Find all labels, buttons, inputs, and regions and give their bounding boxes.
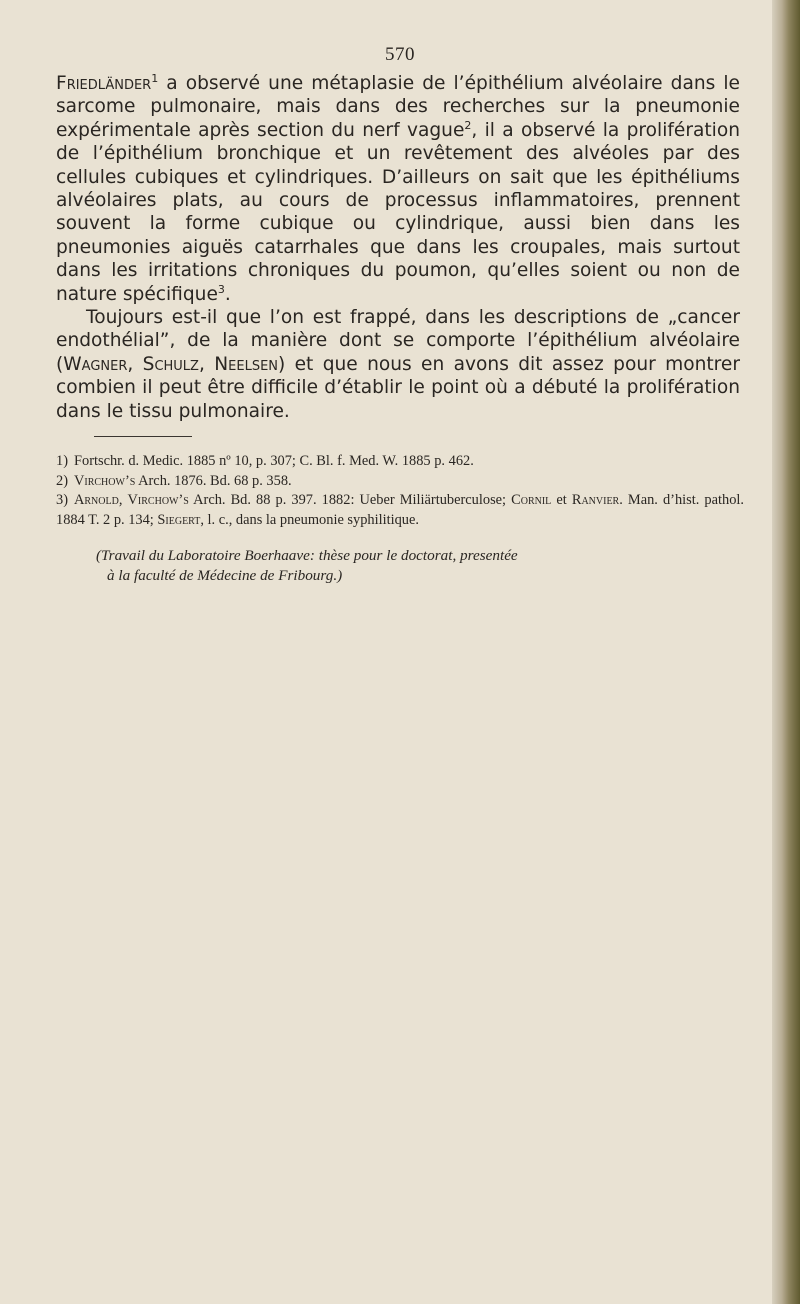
footnote-2 [56,472,744,492]
footnote-ref-3: 3 [217,282,225,296]
author-name: Friedländer [56,73,152,94]
footnote-text: Fortschr. d. Medic. 1885 nº 10, p. 307; C. Bl. f. Med. W. 1885 p. 462. [74,453,474,469]
footnote-number: 3) [56,492,68,509]
footnotes [56,452,744,530]
main-text [56,72,740,423]
footnote-author: Ranvier [571,492,620,509]
colophon-line-2: à la faculté de Médecine de Fribourg.) [107,566,343,584]
footnote-ref-1: 1 [151,71,159,85]
author-wagner: Wagner [63,353,128,375]
author-neelsen: Neelsen [214,353,279,375]
footnote-ref-2: 2 [464,118,472,132]
footnote-text: Arch. Bd. 88 p. 397. 1882: Ueber Miliärtuberculose; [188,492,512,509]
separator: , [127,353,143,375]
footnote-number: 1) [56,453,68,469]
footnote-text: , l. c., dans la pneumonie syphilitique. [200,511,419,528]
separator: , [198,353,215,375]
footnote-1 [56,452,744,472]
author-schulz: Schulz [142,353,199,375]
footnote-text: et [551,492,572,509]
paragraph-2 [56,306,740,423]
page-number: 570 [385,44,415,65]
footnote-text: . Man. d’hist. pathol. 1884 T. 2 p. 134; [56,492,744,528]
footnote-author: Cornil [511,492,552,509]
paragraph-2-text-a: Toujours est-il que l’on est frappé, dans les descriptions de „cancer endothélial”, de la manière dont se comporte l’épithélium alvéolaire ( [56,307,740,375]
footnote-3 [56,491,744,530]
footnote-divider [94,436,192,437]
footnote-author: Virchow’s [127,492,189,509]
paragraph-1 [56,72,740,306]
paragraph-2-text-b: ) et que nous en avons dit assez pour montrer combien il peut être difficile d’établir le point où a débuté la prolifération dans le tissu pulmonaire. [56,353,740,422]
footnote-author: Siegert [157,511,201,528]
footnote-text: Arch. 1876. Bd. 68 p. 358. [135,472,292,489]
paragraph-1-text-b: , il a observé la prolifération de l’épithélium bronchique et un revêtement des alvéoles par des cellules cubiques et cylindriques. D’ailleurs on sait que les épithéliums alvéolaires plats, au cours de processus inflammatoires, prennent souvent la forme cubique ou cylindrique, aussi bien dans les pneumonies aiguës catarrhales que dans les croupales, mais surtout dans les irritations chroniques du poumon, qu’elles soient ou non de nature spécifique [56,119,740,305]
paragraph-1-text-a: a observé une métaplasie de l’épithélium alvéolaire dans le sarcome pulmonaire, mais dans des recherches sur la pneumonie expérimentale après section du nerf vague [56,73,740,141]
page-edge-shadow [772,0,800,1304]
colophon-line-1: (Travail du Laboratoire Boerhaave: thèse pour le doctorat, presentée [96,547,518,564]
separator: , [118,492,128,509]
footnote-number: 2) [56,472,68,489]
paragraph-1-text-c: . [224,283,231,305]
thesis-colophon [96,546,744,585]
footnote-author: Arnold [74,492,119,509]
footnote-author: Virchow’s [74,472,136,489]
